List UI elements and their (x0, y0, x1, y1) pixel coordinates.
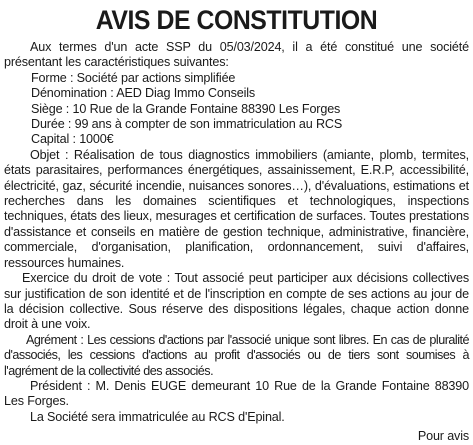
droit-vote-paragraph: Exercice du droit de vote : Tout associé peut participer aux décisions collectives sur justification de son identité et de l'inscription en compte de ses actions au jour de la décision collective. Sous réserve des dispositions légales, chaque action donne droit à une voix. (4, 271, 469, 332)
field-siege: Siège : 10 Rue de la Grande Fontaine 88390 Les Forges (31, 101, 341, 116)
field-capital: Capital : 1000€ (31, 132, 114, 147)
notice-body (4, 40, 469, 445)
immatriculation-paragraph: La Société sera immatriculée au RCS d'Epinal. (30, 409, 285, 424)
field-forme: Forme : Société par actions simplifiée (31, 70, 236, 85)
agrement-paragraph: Agrément : Les cessions d'actions par l'associé unique sont libres. En cas de pluralité d'associés, les cessions d'actions au profit d'associés ou de tiers sont soumises à l'agrément de la collectivité des associés. (4, 332, 469, 378)
president-paragraph: Président : M. Denis EUGE demeurant 10 Rue de la Grande Fontaine 88390 Les Forges. (4, 378, 469, 409)
signoff: Pour avis (417, 429, 469, 444)
notice-title: AVIS DE CONSTITUTION (95, 5, 378, 35)
intro-paragraph: Aux termes d'un acte SSP du 05/03/2024, il a été constitué une société présentant les caractéristiques suivantes: (4, 40, 469, 70)
objet-paragraph: Objet : Réalisation de tous diagnostics immobiliers (amiante, plomb, termites, états parasitaires, performances énergétiques, assainissement, E.R.P, accessibilité, électricité, gaz, sécurité incendie, nuisances sonores…), d'évaluations, estimations et recherches dans les domaines scientifiques et technologiques, inspections techniques, états des lieux, mesurages et certification de surfaces. Toutes prestations d'assistance et conseils en matière de gestion technique, administrative, financière, commerciale, d'organisation, planification, ordonnancement, suivi d'affaires, ressources humaines. (4, 147, 469, 270)
field-denomination: Dénomination : AED Diag Immo Conseils (31, 86, 256, 101)
field-duree: Durée : 99 ans à compter de son immatriculation au RCS (31, 117, 343, 132)
